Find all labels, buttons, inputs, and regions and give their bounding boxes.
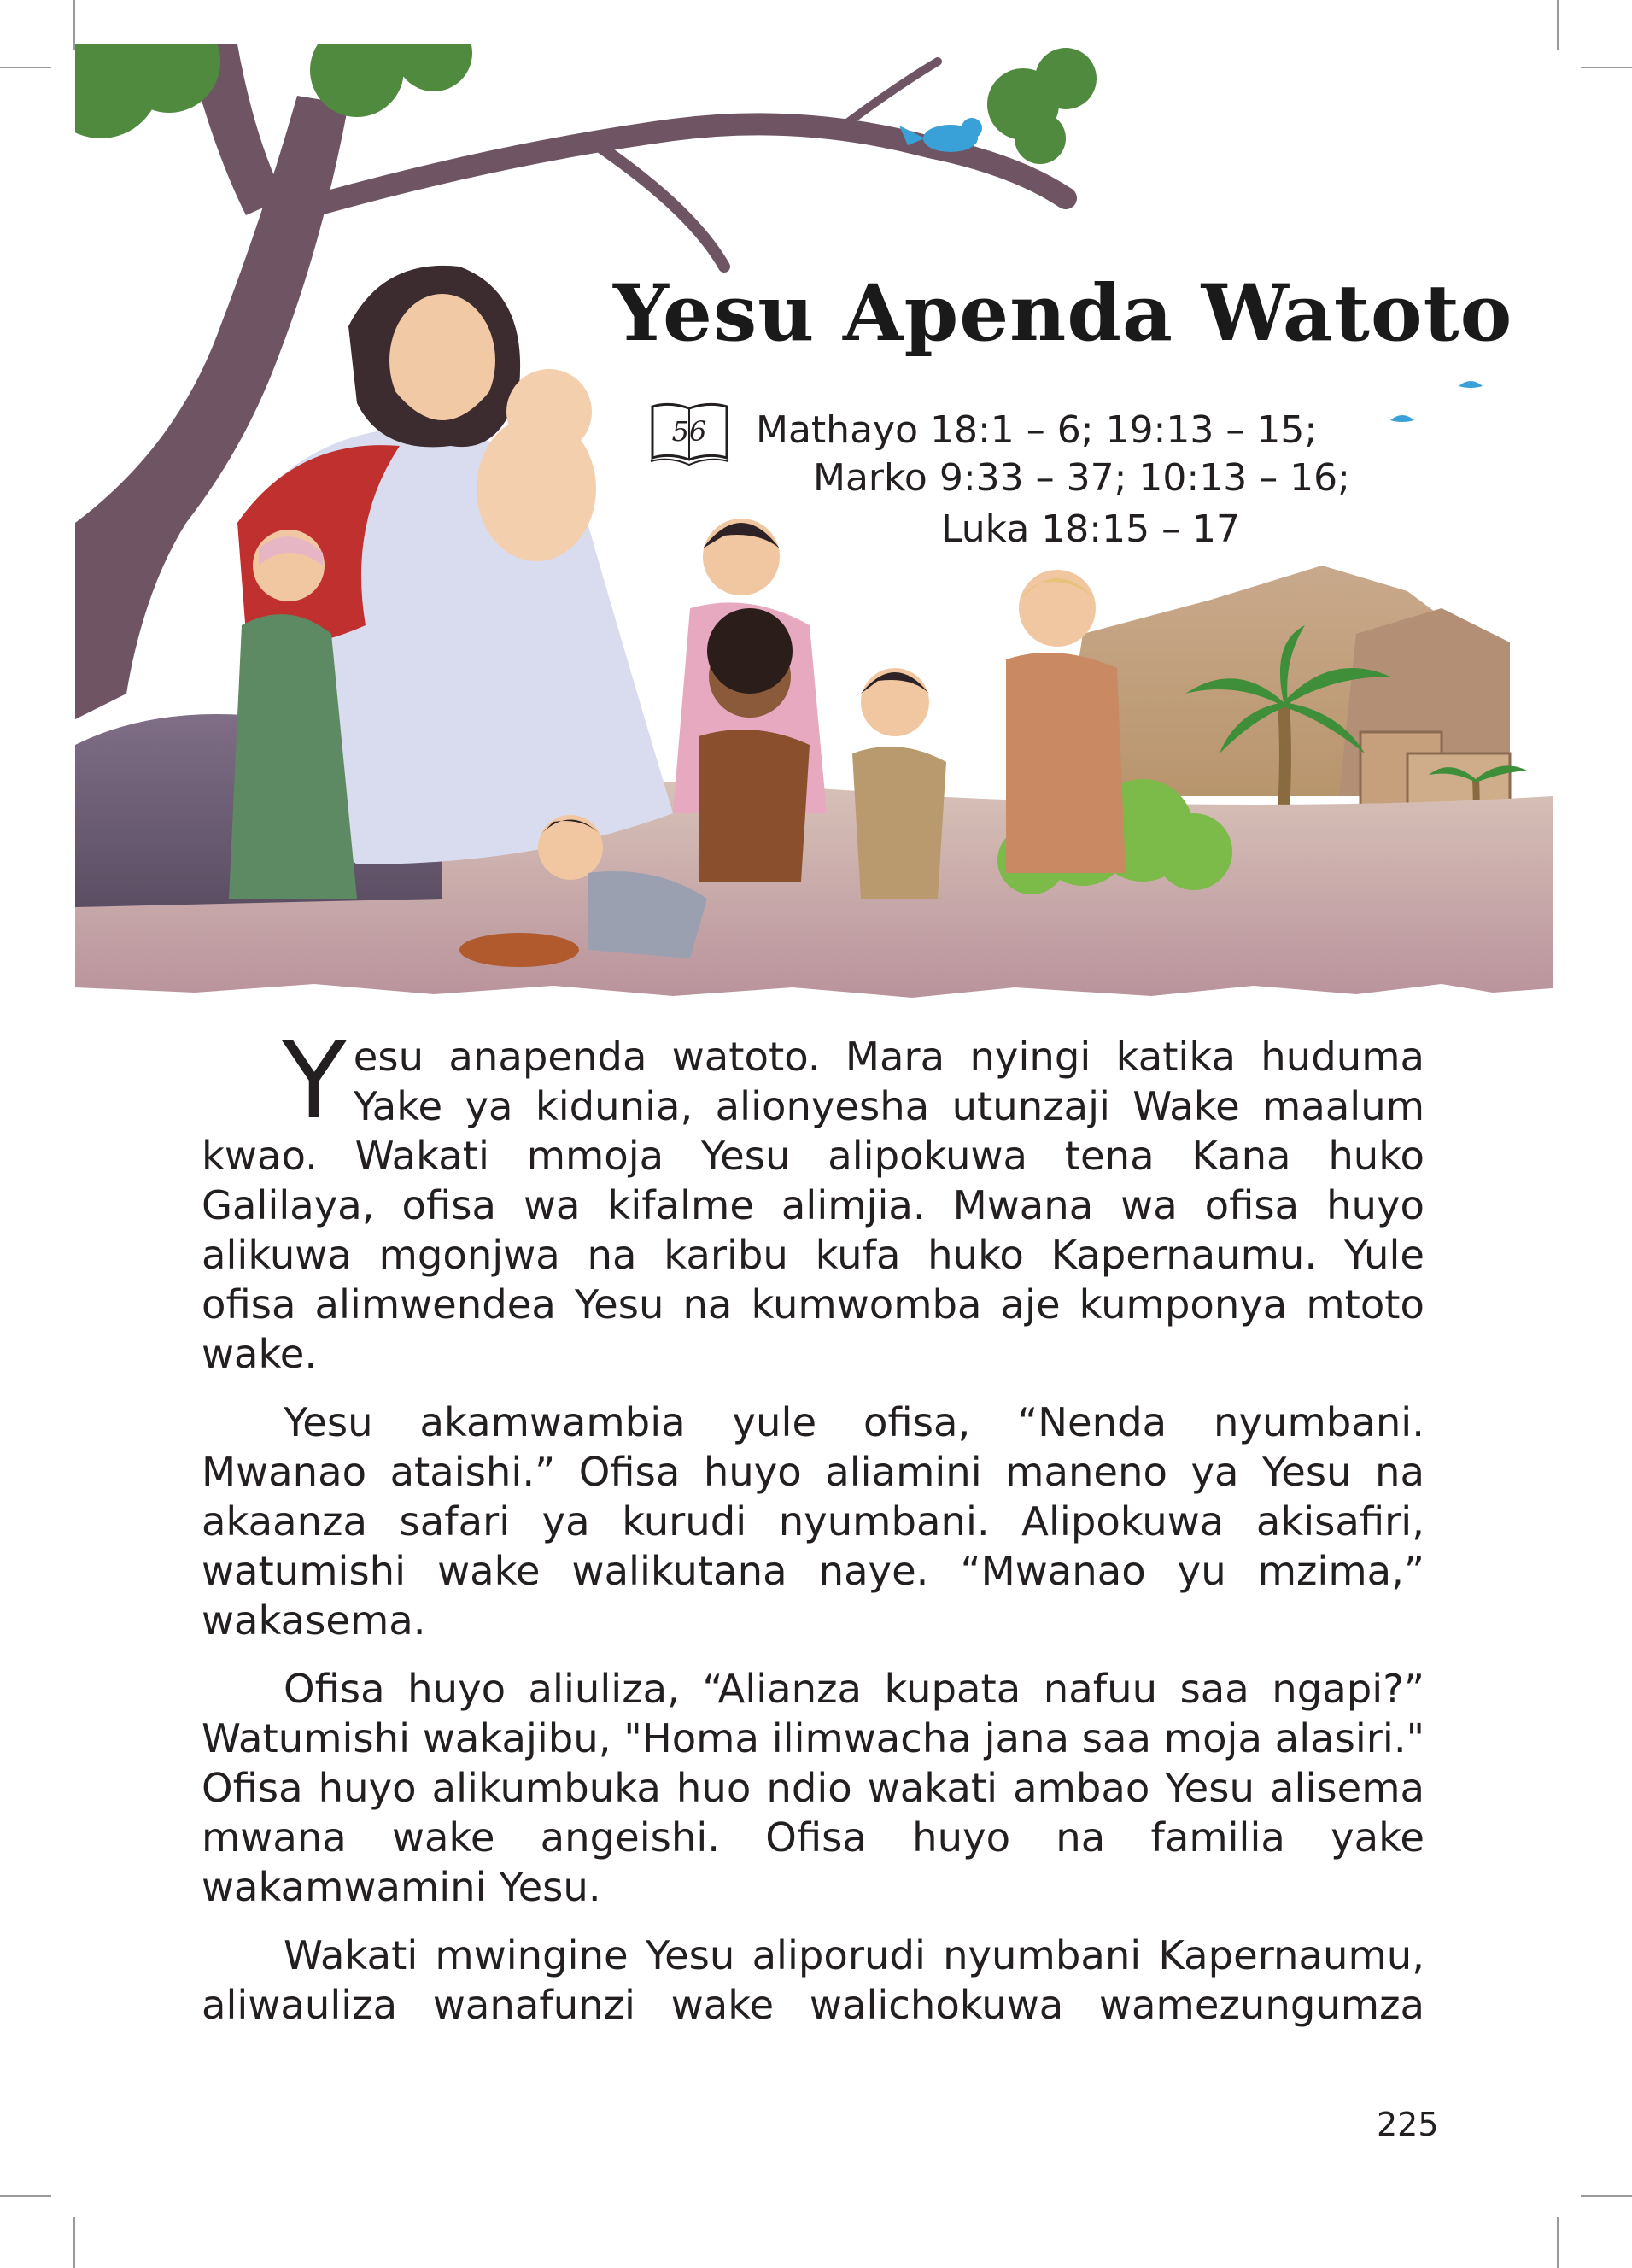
crop-mark [1557, 2217, 1559, 2268]
crop-mark [1581, 67, 1632, 68]
crop-mark [1557, 0, 1559, 50]
book-icon [649, 400, 730, 468]
crop-mark [0, 67, 51, 68]
story-illustration [75, 44, 1553, 1005]
bird [1390, 415, 1414, 422]
story-number: 56 [671, 415, 707, 448]
paragraph: Wakati mwingine Yesu aliporudi nyumbani Kapernaumu, aliwauliza wanafunzi wake walichokuwa wamezungumza [202, 1932, 1424, 2028]
scripture-reference: Luka 18:15 – 17 [941, 507, 1241, 551]
page-number: 225 [1377, 2106, 1439, 2143]
crop-mark [73, 2217, 75, 2268]
drop-cap: Y [282, 1020, 347, 1143]
baby-head [506, 369, 592, 454]
crop-mark [0, 2195, 51, 2197]
story-title: Yesu Apenda Watoto [613, 268, 1513, 359]
scripture-reference: Mathayo 18:1 – 6; 19:13 – 15; [756, 408, 1318, 452]
paragraph [202, 1020, 1424, 1379]
bird [1459, 381, 1483, 388]
child [1006, 570, 1126, 873]
scripture-reference: Marko 9:33 – 37; 10:13 – 16; [813, 456, 1350, 500]
tree-branch [844, 62, 938, 126]
tree-branch [588, 138, 724, 267]
paragraph: Yesu akamwambia yule ofisa, “Nenda nyumbani. Mwanao ataishi.” Ofisa huyo aliamini maneno ya Yesu na akaanza safari ya kurudi nyumbani. Alipokuwa akisafiri, watumishi wake walikutana naye. “Mwanao yu mzima,” wakasema. [202, 1399, 1424, 1644]
crop-mark [73, 0, 75, 50]
paragraph: Ofisa huyo aliuliza, “Alianza kupata nafuu saa ngapi?” Watumishi wakajibu, "Homa ilimwacha jana saa moja alasiri." Ofisa huyo alikumbuka huo ndio wakati ambao Yesu alisema mwana wake angeishi. Ofisa huyo na familia yake wakamwamini Yesu. [202, 1666, 1424, 1910]
paragraph-text: esu anapenda watoto. Mara nyingi katika huduma Yake ya kidunia, alionyesha utunzaji Wake maalum kwao. Wakati mmoja Yesu alipokuwa tena Kana huko Galilaya, ofisa wa kifalme alimjia. Mwana wa ofisa huyo alikuwa mgonjwa na karibu kufa huko Kapernaumu. Yule ofisa alimwendea Yesu na kumwomba aje kumponya mtoto wake. [202, 1034, 1424, 1377]
child [852, 668, 946, 899]
crop-mark [1581, 2195, 1632, 2197]
story-body [202, 1020, 1424, 2048]
sandal [459, 933, 579, 967]
